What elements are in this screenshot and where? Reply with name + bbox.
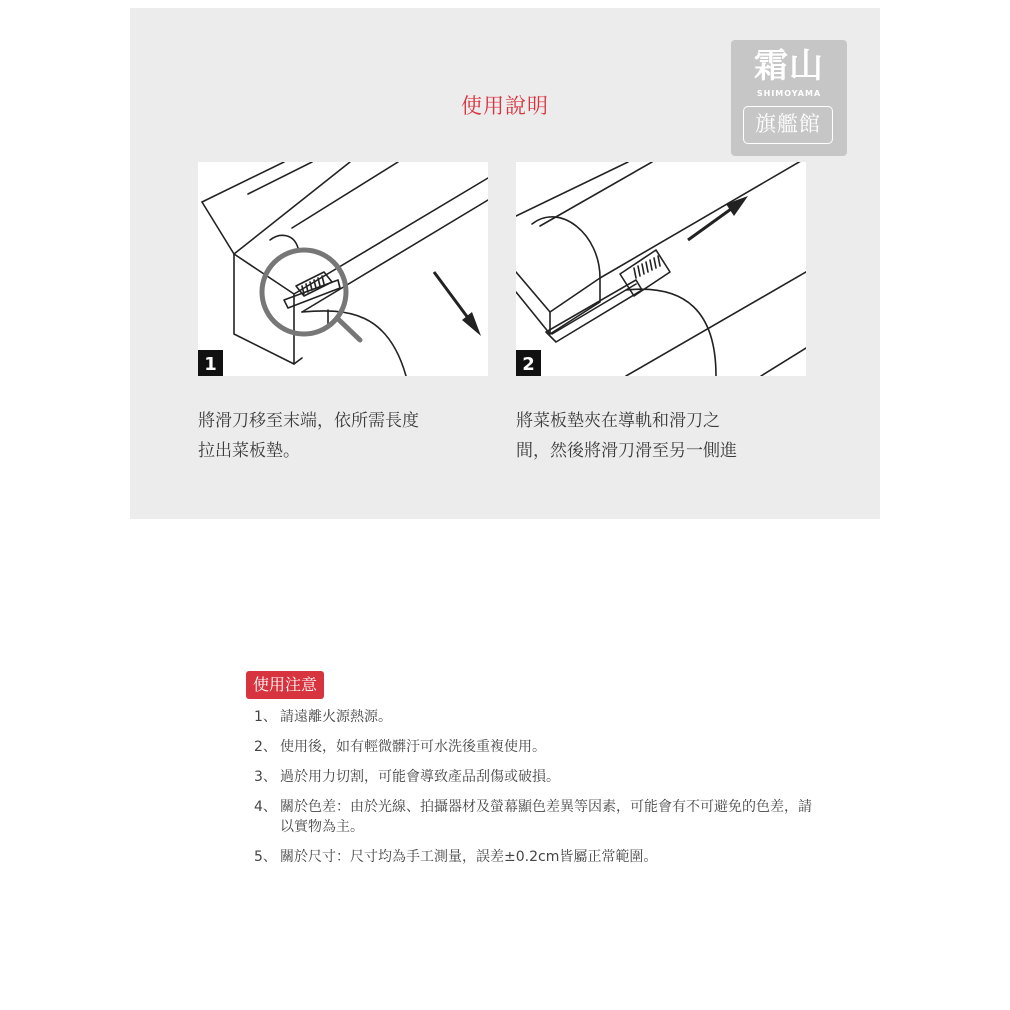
list-item-text: 使用後，如有輕微髒汙可水洗後重複使用。 [280, 739, 546, 755]
list-item [246, 797, 812, 837]
step-1-caption-line-2: 拉出菜板墊。 [198, 441, 300, 461]
logo-sub: SHIMOYAMA [756, 89, 822, 98]
usage-notes [246, 671, 826, 877]
step-1-illustration [198, 162, 488, 376]
list-item-number: 4、 [254, 799, 277, 815]
step-2-caption-line-1: 將菜板墊夾在導軌和滑刀之 [516, 411, 720, 431]
step-1-caption-line-1: 將滑刀移至末端，依所需長度 [198, 411, 419, 431]
list-item-text: 過於用力切割，可能會導致產品刮傷或破損。 [280, 769, 560, 785]
list-item [246, 737, 812, 757]
usage-notes-list [246, 707, 826, 867]
list-item-text: 關於色差：由於光線、拍攝器材及螢幕顯色差異等因素，可能會有不可避免的色差，請以實物為主。 [280, 799, 812, 835]
instructions-panel [130, 8, 880, 519]
step-1-number: 1 [204, 354, 217, 375]
list-item-text: 關於尺寸：尺寸均為手工測量，誤差±0.2cm皆屬正常範圍。 [280, 849, 658, 865]
step-2-caption-line-2: 間，然後將滑刀滑至另一側進 [516, 441, 737, 461]
list-item-number: 2、 [254, 739, 277, 755]
list-item [246, 707, 812, 727]
list-item [246, 767, 812, 787]
usage-notes-badge: 使用注意 [246, 671, 324, 699]
shimoyama-logo [731, 40, 847, 156]
step-2-caption [516, 406, 786, 466]
list-item-text: 請遠離火源熱源。 [280, 709, 392, 725]
list-item-number: 1、 [254, 709, 277, 725]
list-item-number: 5、 [254, 849, 277, 865]
step-2-number: 2 [522, 354, 535, 375]
instructions-title: 使用說明 [461, 94, 549, 118]
step-1-caption [198, 406, 468, 466]
logo-store: 旗艦館 [743, 106, 833, 144]
step-2-illustration [516, 162, 806, 376]
list-item [246, 847, 812, 867]
list-item-number: 3、 [254, 769, 277, 785]
logo-brand: 霜山 [754, 46, 824, 86]
